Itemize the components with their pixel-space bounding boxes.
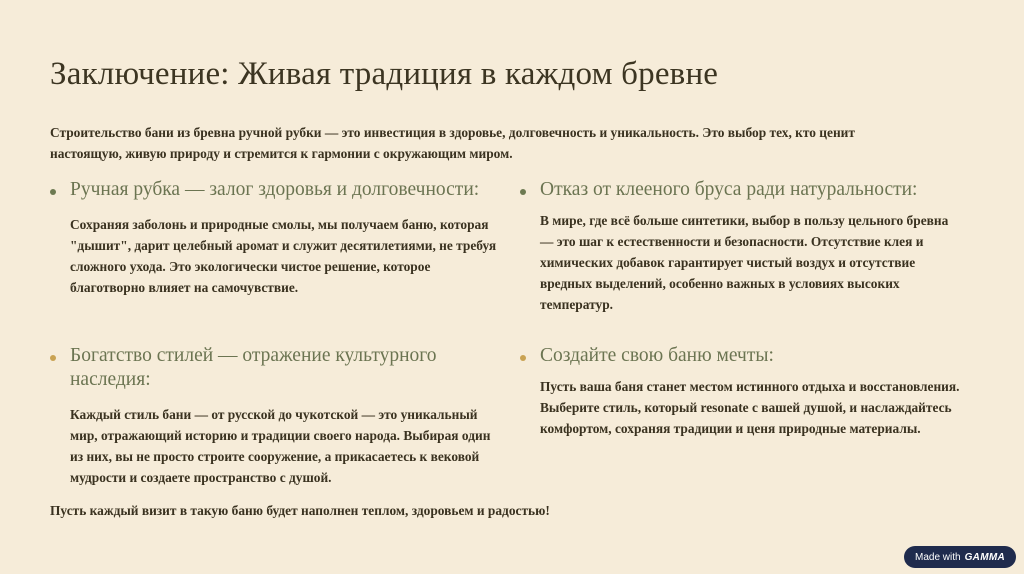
page-title: Заключение: Живая традиция в каждом бревне bbox=[50, 56, 719, 92]
bullet-dot-icon bbox=[520, 355, 526, 361]
item-body: Каждый стиль бани — от русской до чукотской — это уникальный мир, отражающий историю и традиции своего народа. Выбирая один из них, вы не просто строите сооружение, а прикасаетесь к вековой мудрости и создаете пространство с душой. bbox=[70, 407, 491, 485]
bullet-dot-icon bbox=[50, 355, 56, 361]
badge-prefix: Made with bbox=[915, 551, 961, 563]
list-item bbox=[70, 344, 510, 488]
list-item bbox=[540, 178, 980, 315]
made-with-gamma-badge[interactable] bbox=[904, 546, 1016, 568]
item-heading: Ручная рубка — залог здоровья и долговечности: bbox=[70, 179, 480, 200]
item-body: В мире, где всё больше синтетики, выбор в пользу цельного бревна — это шаг к естественности и безопасности. Отсутствие клея и химических добавок гарантирует чистый воздух и отсутствие вредных выделений, особенно важных в условиях высоких температур. bbox=[540, 213, 949, 312]
item-body: Сохраняя заболонь и природные смолы, мы получаем баню, которая "дышит", дарит целебный аромат и служит десятилетиями, не требуя сложного ухода. Это экологически чистое решение, которое благотворно влияет на самочувствие. bbox=[70, 217, 497, 295]
bullet-dot-icon bbox=[520, 189, 526, 195]
item-heading: Богатство стилей — отражение культурного наследия: bbox=[70, 345, 437, 390]
list-item bbox=[540, 344, 980, 439]
closing-paragraph: Пусть каждый визит в такую баню будет наполнен теплом, здоровьем и радостью! bbox=[50, 503, 550, 518]
bullet-dot-icon bbox=[50, 189, 56, 195]
intro-paragraph: Строительство бани из бревна ручной рубки — это инвестиция в здоровье, долговечность и уникальность. Это выбор тех, кто ценит настоящую, живую природу и стремится к гармонии с окружающим миром. bbox=[50, 125, 855, 161]
list-item bbox=[70, 178, 510, 298]
item-body: Пусть ваша баня станет местом истинного отдыха и восстановления. Выберите стиль, который resonate с вашей душой, и наслаждайтесь комфортом, сохраняя традиции и ценя природные материалы. bbox=[540, 379, 960, 436]
item-heading: Создайте свою баню мечты: bbox=[540, 345, 774, 366]
gamma-logo: GAMMA bbox=[964, 551, 1005, 563]
item-heading: Отказ от клееного бруса ради натуральности: bbox=[540, 179, 918, 200]
